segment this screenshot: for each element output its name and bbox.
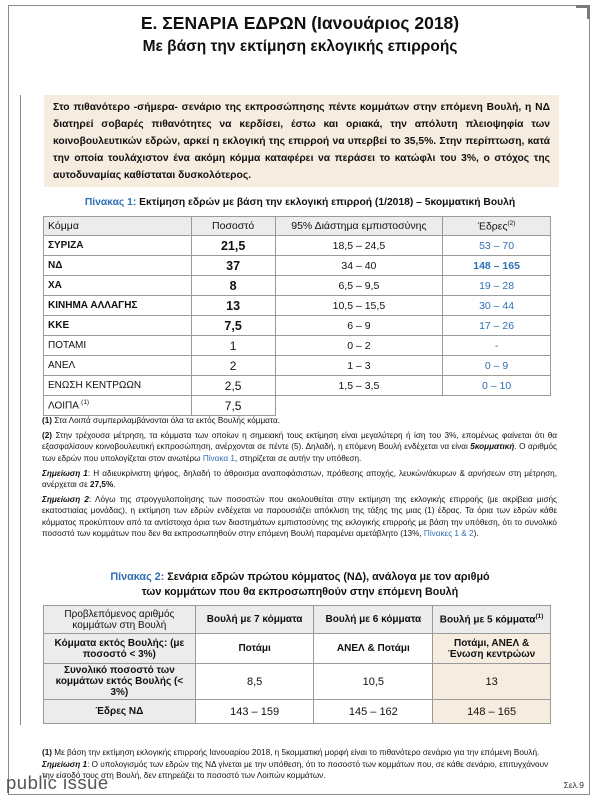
nd-seats-5: 148 – 165 xyxy=(433,700,551,724)
note-2-bold: 5κομματική xyxy=(470,442,515,452)
note-1-label: (1) xyxy=(42,748,53,757)
table1-caption xyxy=(30,197,570,208)
party-percent: 2,5 xyxy=(191,376,275,396)
table2-caption-line1: Σενάρια εδρών πρώτου κόμματος (ΝΔ), ανάλογα με τον αριθμό xyxy=(164,571,490,583)
remark-2-text-b: ). xyxy=(473,528,479,538)
note-1-text: Με βάση την εκτίμηση εκλογικής επιρροής Ιανουαρίου 2018, η 5κομματική μορφή είναι το πιθανότερο σενάριο για την επόμενη Βουλή. xyxy=(52,748,540,757)
party-seats: 53 – 70 xyxy=(443,236,551,256)
header-party: Κόμμα xyxy=(44,217,192,236)
remark-2 xyxy=(42,494,557,539)
party-seats: 0 – 9 xyxy=(443,356,551,376)
party-percent: 8 xyxy=(191,276,275,296)
table-row xyxy=(44,336,551,356)
remark-1 xyxy=(42,468,557,490)
party-name: ΚΙΝΗΜΑ ΑΛΛΑΓΗΣ xyxy=(44,296,192,316)
note-1 xyxy=(42,748,557,759)
remark-2-label: Σημείωση 2 xyxy=(42,495,89,505)
summary-box: Στο πιθανότερο -σήμερα- σενάριο της εκπροσώπησης πέντε κομμάτων στην επόμενη Βουλή, η ΝΔ διατηρεί σοβαρές πιθανότητες να κερδίσει, έστω και οριακά, την απόλυτη πλειοψηφία των κοινοβουλευτικών εδρών, αρκεί η εκλογική της επιρροή να υπερβεί το 35,5%. Στην περίπτωση, κατά την οποία τουλάχιστον ένα ακόμη κόμμα καταφέρει να περάσει το κατώφλι του 3%, ο στόχος της αυτοδυναμίας καθίσταται δυσκολότερος. xyxy=(44,95,559,187)
remark-1-text-b: . xyxy=(113,480,116,490)
col-6-parties: Βουλή με 6 κόμματα xyxy=(314,606,433,634)
out-parties-7: Ποτάμι xyxy=(195,634,314,664)
party-percent: 1 xyxy=(191,336,275,356)
remark-1-bold: 27,5% xyxy=(90,480,114,490)
party-percent: 21,5 xyxy=(191,236,275,256)
table-row xyxy=(44,396,551,416)
page-title: Ε. ΣΕΝΑΡΙΑ ΕΔΡΩΝ (Ιανουάριος 2018) xyxy=(140,13,460,33)
page-subtitle: Με βάση την εκτίμηση εκλογικής επιρροής xyxy=(142,38,458,55)
scenarios-table xyxy=(43,605,551,724)
table-row xyxy=(44,296,551,316)
note-2-text-a: Στην τρέχουσα μέτρηση, τα κόμματα των οποίων η σημειακή τους εκτίμηση είναι μεγαλύτερη ή ίση του 3%, επομένως φαίνεται ότι θα εξασφαλίσουν κοινοβουλευτική εκπροσώπηση, ανέρχονται σε πέντε (5). Δηλαδή, η επόμενη Βουλή ενδέχεται να είναι xyxy=(42,431,557,452)
party-ci: 34 – 40 xyxy=(275,256,443,276)
table-row xyxy=(44,634,551,664)
party-name-text: ΛΟΙΠΑ xyxy=(48,400,79,412)
table-header-row xyxy=(44,217,551,236)
col-5-parties xyxy=(433,606,551,634)
party-ci xyxy=(275,396,443,416)
table-row xyxy=(44,316,551,336)
party-ci: 1 – 3 xyxy=(275,356,443,376)
party-percent: 13 xyxy=(191,296,275,316)
table1-notes xyxy=(42,415,557,543)
party-percent: 7,5 xyxy=(191,316,275,336)
party-seats: 30 – 44 xyxy=(443,296,551,316)
table2-notes xyxy=(42,748,557,782)
out-parties-6: ΑΝΕΛ & Ποτάμι xyxy=(314,634,433,664)
note-2-text-c: , στηρίζεται σε αυτήν την υπόθεση. xyxy=(234,453,362,463)
note-2-label: (2) xyxy=(42,431,53,441)
table-row xyxy=(44,376,551,396)
row-head-parties: Προβλεπόμενος αριθμός κομμάτων στη Βουλή xyxy=(44,606,196,634)
header-seats-label: Έδρες xyxy=(477,220,508,233)
party-percent: 2 xyxy=(191,356,275,376)
party-seats: 19 – 28 xyxy=(443,276,551,296)
party-name: ΕΝΩΣΗ ΚΕΝΤΡΩΩΝ xyxy=(44,376,192,396)
out-percent-5: 13 xyxy=(433,664,551,700)
out-parties-5: Ποτάμι, ΑΝΕΛ & Ένωση κεντρώων xyxy=(433,634,551,664)
note-1 xyxy=(42,415,557,426)
col-5-parties-note: (1) xyxy=(535,613,544,621)
remark-1-text: : Ο υπολογισμός των εδρών της ΝΔ γίνεται με την υπόθεση, ότι το ποσοστό των κομμάτων που, σε κάθε σενάριο, επιτυγχάνουν την είσοδό τους στη Βουλή, δεν επηρεάζει το ποσοστό των Λοιπών κομμάτων. xyxy=(42,759,549,780)
party-ci: 6,5 – 9,5 xyxy=(275,276,443,296)
nd-seats-6: 145 – 162 xyxy=(314,700,433,724)
party-name-note: (1) xyxy=(81,399,90,407)
row-head-out-parties: Κόμματα εκτός Βουλής: (με ποσοστό < 3%) xyxy=(44,634,196,664)
brand-logo: public issue xyxy=(6,772,109,793)
table2-caption-line2: των κομμάτων που θα εκπροσωπηθούν στην επόμενη Βουλή xyxy=(141,586,459,598)
note-2 xyxy=(42,430,557,464)
table1-link[interactable]: Πίνακα 1 xyxy=(202,453,235,463)
party-seats: - xyxy=(443,336,551,356)
party-name: ΑΝΕΛ xyxy=(44,356,192,376)
party-name: ΠΟΤΑΜΙ xyxy=(44,336,192,356)
out-percent-6: 10,5 xyxy=(314,664,433,700)
header-seats-note: (2) xyxy=(507,219,516,227)
page-number: Σελ.9 xyxy=(563,780,584,790)
table2-caption-number: Πίνακας 2: xyxy=(110,571,165,583)
seats-table xyxy=(43,216,551,416)
party-seats xyxy=(443,396,551,416)
party-ci: 18,5 – 24,5 xyxy=(275,236,443,256)
col-5-parties-label: Βουλή με 5 κόμματα xyxy=(439,614,536,626)
note-2-text-b: . Ο αριθμός των εδρών που υπολογίζεται στον ανωτέρω xyxy=(42,442,557,463)
row-head-out-percent: Συνολικό ποσοστό των κομμάτων εκτός Βουλής (< 3%) xyxy=(44,664,196,700)
party-ci: 0 – 2 xyxy=(275,336,443,356)
remark-1-label: Σημείωση 1 xyxy=(42,468,88,478)
table-row xyxy=(44,356,551,376)
party-seats: 0 – 10 xyxy=(443,376,551,396)
left-rule xyxy=(20,95,21,725)
tables-link[interactable]: Πίνακες 1 & 2 xyxy=(423,528,474,538)
table-row xyxy=(44,236,551,256)
note-1-text: Στα Λοιπά συμπεριλαμβάνονται όλα τα εκτός Βουλής κόμματα. xyxy=(52,416,281,425)
row-head-nd-seats: Έδρες ΝΔ xyxy=(44,700,196,724)
party-seats: 148 – 165 xyxy=(443,256,551,276)
out-percent-7: 8,5 xyxy=(195,664,314,700)
table1-caption-text: Εκτίμηση εδρών με βάση την εκλογική επιρροή (1/2018) – 5κομματική Βουλή xyxy=(136,197,516,208)
table-row xyxy=(44,700,551,724)
party-seats: 17 – 26 xyxy=(443,316,551,336)
party-name: ΚΚΕ xyxy=(44,316,192,336)
nd-seats-7: 143 – 159 xyxy=(195,700,314,724)
party-name xyxy=(44,396,192,416)
header-confidence: 95% Διάστημα εμπιστοσύνης xyxy=(275,217,443,236)
table1-caption-number: Πίνακας 1: xyxy=(84,197,137,208)
header-seats xyxy=(443,217,551,236)
table-row xyxy=(44,256,551,276)
remark-2-text-a: : Λόγω της στρογγυλοποίησης των ποσοστών που ακολουθείται στην εκτίμηση της εκλογικής επιρροής (με ακρίβεια μισής εκατοστιαίας μονάδας), η εκτίμηση των εδρών ενδέχεται να παρουσιάζει απόκλιση της τάξης της μιας (1) έδρας. Τα όρια των εδρών κάθε κόμματος προκύπτουν από τα αντίστοιχα όρια των διαστημάτων εμπιστοσύνης της εκλογικής επιρροής με βάση την υπόθεση, ότι το συνολικό ποσοστό των κομμάτων που δεν θα εκπροσωπηθούν στην επόμενη Βουλή παραμένει αμετάβλητο (13%, xyxy=(42,495,558,538)
table-row xyxy=(44,276,551,296)
remark-1 xyxy=(42,760,557,782)
remark-1-text-a: : Η αδιευκρίνιστη ψήφος, δηλαδή το άθροισμα αναποφάσιστων, πρόθεσης αποχής, λευκών/άκυρων & αρνήσεων στη μέτρηση, ανέρχεται σε xyxy=(42,468,558,490)
col-7-parties: Βουλή με 7 κόμματα xyxy=(195,606,314,634)
party-ci: 1,5 – 3,5 xyxy=(275,376,443,396)
table2-caption xyxy=(30,570,570,600)
note-1-label: (1) xyxy=(42,416,53,425)
party-percent: 37 xyxy=(191,256,275,276)
party-name: ΧΑ xyxy=(44,276,192,296)
party-percent: 7,5 xyxy=(191,396,275,416)
table-row xyxy=(44,664,551,700)
party-ci: 10,5 – 15,5 xyxy=(275,296,443,316)
table-header-row xyxy=(44,606,551,634)
party-name: ΝΔ xyxy=(44,256,192,276)
header-percent: Ποσοστό xyxy=(191,217,275,236)
party-name: ΣΥΡΙΖΑ xyxy=(44,236,192,256)
party-ci: 6 – 9 xyxy=(275,316,443,336)
remark-1-label: Σημείωση 1 xyxy=(42,759,88,769)
